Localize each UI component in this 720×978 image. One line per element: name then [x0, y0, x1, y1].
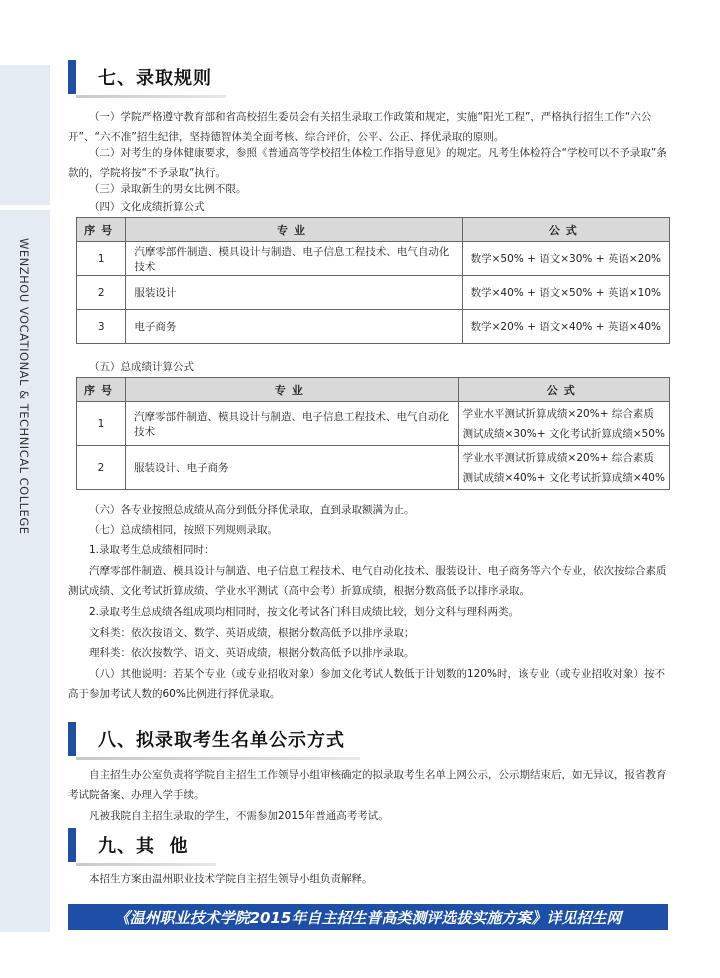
cell-formula: 数学×40% + 语文×50% + 英语×10% [462, 276, 669, 310]
col-header-formula: 公式 [462, 218, 669, 242]
s7-paragraph-9: 汽摩零部件制造、模具设计与制造、电子信息工程技术、电气自动化技术、服装设计、电子商务等六个专业，依次按综合素质测试成绩、文化考试折算成绩、学业水平测试（高中会考）折算成绩，根据分数高低予以排序录取。 [68, 565, 667, 597]
s7-paragraph-8: 1.录取考生总成绩相同时： [89, 544, 215, 556]
formula-line-2: 测试成绩×30%+ 文化考试折算成绩×50% [462, 427, 665, 440]
table-header-row [77, 378, 670, 402]
s7-paragraph-1: （一）学院严格遵守教育部和省高校招生委员会有关招生录取工作政策和规定，实施“阳光工程”，严格执行招生工作“六公开”、“六不准”招生纪律，坚持德智体美全面考核、综合评价，公平、公正、择优录取的原则。 [68, 111, 652, 143]
sidebar-top-block [0, 65, 50, 205]
col-header-major: 专业 [126, 218, 462, 242]
table-header-row [77, 218, 670, 242]
section-marker-bar [68, 722, 76, 756]
section8-heading [68, 722, 345, 756]
table-row [77, 310, 670, 344]
cell-formula: 数学×50% + 语文×30% + 英语×20% [462, 242, 669, 276]
s7-paragraph-7: （七）总成绩相同，按照下列规则录取。 [89, 524, 278, 536]
col-header-major: 专业 [126, 378, 459, 402]
s7-paragraph-6: （六）各专业按照总成绩从高分到低分择优录取，直到录取额满为止。 [89, 504, 415, 516]
s8-paragraph-1: 自主招生办公室负责将学院自主招生工作领导小组审核确定的拟录取考生名单上网公示，公示期结束后，如无异议，报省教育考试院备案、办理入学手续。 [68, 769, 667, 801]
table-row [77, 402, 670, 446]
s9-paragraph-1: 本招生方案由温州职业技术学院自主招生领导小组负责解释。 [89, 873, 373, 885]
cell-major: 服装设计、电子商务 [126, 446, 459, 490]
s7-paragraph-3: （三）录取新生的男女比例不限。 [89, 183, 247, 195]
heading-underline [76, 863, 216, 866]
section8-title: 八、拟录取考生名单公示方式 [98, 730, 345, 751]
section7-title: 七、录取规则 [98, 68, 212, 89]
conversion-table [76, 217, 670, 344]
s7-paragraph-4: （四）文化成绩折算公式 [89, 201, 205, 213]
table-row [77, 242, 670, 276]
formula-line-1: 学业水平测试折算成绩×20%+ 综合素质 [462, 407, 654, 420]
footer-banner: 《温州职业技术学院2015年自主招生普高类测评选拔实施方案》详见招生网 [68, 904, 668, 930]
section-marker-bar [68, 828, 76, 862]
col-header-no: 序号 [77, 378, 126, 402]
cell-major: 服装设计 [126, 276, 462, 310]
heading-underline [76, 95, 226, 98]
s8-paragraph-2: 凡被我院自主招生录取的学生，不需参加2015年普通高考考试。 [89, 810, 389, 822]
cell-no: 2 [77, 446, 126, 490]
cell-no: 1 [77, 402, 126, 446]
cell-no: 3 [77, 310, 126, 344]
cell-major: 汽摩零部件制造、模具设计与制造、电子信息工程技术、电气自动化技术 [126, 242, 462, 276]
sidebar [0, 0, 50, 978]
sidebar-college-name: WENZHOU VOCATIONAL & TECHNICAL COLLEGE [17, 238, 31, 535]
cell-formula: 数学×20% + 语文×40% + 英语×40% [462, 310, 669, 344]
cell-major: 电子商务 [126, 310, 462, 344]
s7-paragraph-12: 理科类：依次按数学、语文、英语成绩，根据分数高低予以排序录取。 [89, 647, 415, 659]
col-header-formula: 公式 [458, 378, 669, 402]
s7-paragraph-2: （二）对考生的身体健康要求，参照《普通高等学校招生体检工作指导意见》的规定。凡考生体检符合“学校可以不予录取”条款的，学院将按“不予录取”执行。 [68, 147, 667, 179]
total-score-table [76, 377, 670, 490]
table-row [77, 446, 670, 490]
section7-heading [68, 60, 212, 94]
cell-no: 1 [77, 242, 126, 276]
s7-paragraph-10: 2.录取考生总成绩各组成项均相同时，按文化考试各门科目成绩比较，划分文科与理科两类。 [89, 606, 520, 618]
table-row [77, 276, 670, 310]
s7-paragraph-11: 文科类：依次按语文、数学、英语成绩，根据分数高低予以排序录取； [89, 627, 415, 639]
formula-line-1: 学业水平测试折算成绩×20%+ 综合素质 [462, 451, 654, 464]
cell-formula [458, 446, 669, 490]
cell-no: 2 [77, 276, 126, 310]
s7-paragraph-5: （五）总成绩计算公式 [89, 361, 194, 373]
cell-formula [458, 402, 669, 446]
section9-title: 九、其 他 [98, 836, 189, 857]
section9-heading [68, 828, 189, 862]
s7-paragraph-13: （八）其他说明：若某个专业（或专业招收对象）参加文化考试人数低于计划数的120%时，该专业（或专业招收对象）按不高于参加考试人数的60%比例进行择优录取。 [68, 668, 666, 700]
formula-line-2: 测试成绩×40%+ 文化考试折算成绩×40% [462, 471, 665, 484]
col-header-no: 序号 [77, 218, 126, 242]
heading-underline [76, 757, 360, 760]
cell-major: 汽摩零部件制造、模具设计与制造、电子信息工程技术、电气自动化技术 [126, 402, 459, 446]
section-marker-bar [68, 60, 76, 94]
